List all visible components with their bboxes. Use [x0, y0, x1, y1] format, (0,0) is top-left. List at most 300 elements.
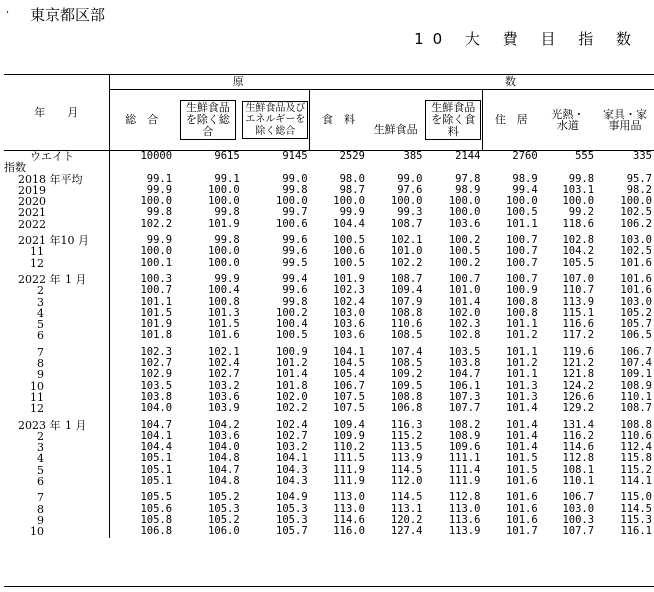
cell-fresh-food: 112.0 [390, 475, 423, 488]
cell-total-excl-fresh: 9615 [174, 151, 242, 163]
cell-total-excl-fresh-energy: 102.0 [276, 390, 308, 403]
row-month: 11 [30, 245, 44, 259]
cell-fuel-light-water: 99.2 [568, 206, 595, 219]
cell-total-excl-fresh-energy: 102.4 [276, 418, 308, 431]
cell-food-excl-fresh: 113.0 [448, 502, 481, 515]
cell-total-excl-fresh-energy: 101.8 [276, 379, 308, 392]
cell-fuel-light-water: 112.8 [562, 452, 595, 465]
cell-food: 109.9 [333, 429, 365, 442]
cell-fresh-food: 107.9 [390, 295, 423, 308]
cell-furniture-household: 109.1 [620, 368, 652, 381]
cell-total-excl-fresh-energy: 102.7 [276, 429, 308, 442]
cell-total: 101.8 [109, 330, 174, 341]
row-month: 9 [37, 513, 44, 527]
cell-food: 111.9 [333, 463, 365, 476]
table-row [4, 330, 654, 341]
cell-food: 99.9 [339, 206, 365, 219]
cell-housing: 100.7 [506, 272, 538, 285]
cell-furniture-household: 95.7 [626, 172, 652, 185]
row-month: 5 [37, 463, 44, 477]
cell-total: 102.9 [109, 369, 174, 380]
table-row [4, 381, 654, 392]
cell-food-excl-fresh: 97.8 [455, 172, 481, 185]
cell-housing: 101.4 [506, 402, 538, 415]
cell-fuel-light-water: 100.3 [562, 513, 595, 526]
cell-fresh-food: 101.0 [390, 245, 423, 258]
cell-furniture-household: 103.0 [620, 295, 652, 308]
cell-food-excl-fresh: 103.5 [448, 345, 481, 358]
cell-fuel-light-water: 126.6 [562, 390, 595, 403]
cell-total-excl-fresh: 99.8 [214, 206, 240, 219]
cell-fuel-light-water: 116.2 [562, 429, 595, 442]
table-row [4, 392, 654, 403]
cell-total-excl-fresh: 100.8 [208, 295, 240, 308]
col-header-label: 生鮮食品 [373, 123, 418, 137]
cell-furniture-household: 108.9 [620, 379, 652, 392]
cell-fuel-light-water: 107.0 [562, 272, 595, 285]
cell-total-excl-fresh-energy: 100.9 [276, 345, 308, 358]
cell-total-excl-fresh-energy: 104.1 [276, 452, 308, 465]
cell-total-excl-fresh: 100.0 [208, 195, 240, 208]
table-row [4, 465, 654, 476]
table-row [4, 492, 654, 503]
cell-food-excl-fresh: 108.9 [448, 429, 481, 442]
row-label [4, 453, 109, 464]
cell-total: 100.7 [109, 285, 174, 296]
cell-fresh-food: 114.5 [390, 491, 423, 504]
cell-furniture-household: 108.7 [620, 402, 652, 415]
row-label [4, 515, 109, 526]
cell-total: 106.8 [109, 526, 174, 537]
cell-total-excl-fresh: 104.0 [208, 441, 240, 454]
cell-total-excl-fresh-energy: 104.3 [276, 475, 308, 488]
row-month: 9 [37, 368, 44, 382]
cell-food-excl-fresh: 107.7 [448, 402, 481, 415]
cell-fuel-light-water: 131.4 [562, 418, 595, 431]
row-label [4, 235, 109, 246]
row-label [4, 492, 109, 503]
row-month: 12 [30, 402, 44, 416]
cell-fuel-light-water: 110.1 [562, 475, 595, 488]
cell-total-excl-fresh-energy: 105.3 [276, 502, 308, 515]
cell-food: 104.5 [333, 357, 365, 370]
cell-total-excl-fresh-energy: 105.3 [276, 513, 308, 526]
table-row [4, 285, 654, 296]
cell-fuel-light-water: 113.9 [562, 295, 595, 308]
cell-fresh-food: 108.7 [390, 272, 423, 285]
row-label [4, 246, 109, 257]
cell-food: 107.5 [333, 390, 365, 403]
corner-mark: ، [6, 6, 9, 16]
table-row [4, 246, 654, 257]
row-month: 5 [37, 318, 44, 332]
cell-fresh-food: 116.3 [390, 418, 423, 431]
col-header-total [109, 90, 174, 151]
bottom-rule [4, 586, 654, 587]
cell-housing: 100.7 [506, 245, 538, 258]
row-year: 2021 年 [18, 234, 61, 248]
cell-fuel-light-water: 104.2 [562, 245, 595, 258]
cell-furniture-household: 98.2 [626, 183, 652, 196]
cell-food: 107.5 [333, 402, 365, 415]
cell-fuel-light-water: 102.8 [562, 234, 595, 247]
cell-food-excl-fresh: 106.1 [448, 379, 481, 392]
col-header-label: 生鮮食品を除く総合 [180, 100, 236, 140]
cell-furniture-household: 100.0 [620, 195, 652, 208]
cell-total: 102.3 [109, 347, 174, 358]
cell-total: 105.6 [109, 504, 174, 515]
table-row [4, 369, 654, 380]
cell-total-excl-fresh: 103.9 [208, 402, 240, 415]
cell-total: 99.9 [109, 185, 174, 196]
cell-housing: 101.3 [506, 390, 538, 403]
table-row [4, 442, 654, 453]
cell-housing: 99.4 [512, 183, 538, 196]
cell-total-excl-fresh: 104.8 [208, 475, 240, 488]
cell-fresh-food: 385 [367, 151, 425, 163]
cell-total-excl-fresh-energy: 99.6 [282, 234, 308, 247]
cell-total-excl-fresh-energy: 101.2 [276, 357, 308, 370]
cell-total: 105.8 [109, 515, 174, 526]
cell-total: 99.1 [109, 174, 174, 185]
cell-food-excl-fresh: 111.9 [448, 475, 481, 488]
cell-food-excl-fresh: 104.7 [448, 368, 481, 381]
cell-total-excl-fresh-energy: 100.2 [276, 306, 308, 319]
cell-furniture-household: 335 [596, 151, 654, 163]
row-month: 11 [30, 390, 44, 404]
cell-total: 105.1 [109, 476, 174, 487]
cell-fresh-food: 108.8 [390, 306, 423, 319]
cell-food-excl-fresh: 100.2 [448, 234, 481, 247]
cell-fuel-light-water: 107.7 [562, 525, 595, 538]
row-month: 10 月 [60, 234, 89, 248]
cell-food: 104.4 [333, 217, 365, 230]
col-header-food-excl-fresh [424, 90, 482, 151]
cell-fuel-light-water: 121.2 [562, 357, 595, 370]
cell-fresh-food: 97.6 [397, 183, 423, 196]
table-row [4, 308, 654, 319]
col-header-label: 光熱・水道 [551, 107, 585, 132]
cell-total-excl-fresh: 103.2 [208, 379, 240, 392]
cell-food: 102.3 [333, 284, 365, 297]
cell-furniture-household: 115.0 [620, 491, 652, 504]
cell-total: 103.8 [109, 392, 174, 403]
cell-food-excl-fresh: 103.8 [448, 357, 481, 370]
cell-food: 98.0 [339, 172, 365, 185]
index-table [4, 74, 654, 538]
cell-fuel-light-water: 103.1 [562, 183, 595, 196]
cell-total-excl-fresh: 105.3 [208, 502, 240, 515]
col-header-fresh-food [367, 90, 425, 151]
cell-fresh-food: 99.0 [397, 172, 423, 185]
cell-total: 105.1 [109, 453, 174, 464]
cell-food-excl-fresh: 102.0 [448, 306, 481, 319]
row-label [4, 330, 109, 341]
cell-fresh-food: 109.2 [390, 368, 423, 381]
cell-food: 100.6 [333, 245, 365, 258]
cell-housing: 101.1 [506, 368, 538, 381]
cell-total-excl-fresh: 103.6 [208, 390, 240, 403]
cell-fresh-food: 99.3 [397, 206, 423, 219]
cell-fuel-light-water: 118.6 [562, 217, 595, 230]
cell-food: 110.2 [333, 441, 365, 454]
cell-food-excl-fresh: 103.6 [448, 217, 481, 230]
cell-total-excl-fresh-energy: 99.6 [282, 245, 308, 258]
row-year: 2023 年 [18, 418, 61, 432]
cell-total-excl-fresh-energy: 99.4 [282, 272, 308, 285]
row-month: 10 [30, 379, 44, 393]
cell-total: 105.5 [109, 492, 174, 503]
cell-total-excl-fresh: 100.0 [208, 256, 240, 269]
table-row [4, 297, 654, 308]
cell-fuel-light-water: 119.6 [562, 345, 595, 358]
cell-fuel-light-water: 99.8 [568, 172, 595, 185]
cell-total: 100.0 [109, 196, 174, 207]
cell-total-excl-fresh-energy: 99.0 [282, 172, 308, 185]
cell-housing: 101.3 [506, 379, 538, 392]
cell-fresh-food: 108.7 [390, 217, 423, 230]
group-header-1: 原 [109, 75, 367, 90]
cell-total-excl-fresh: 99.8 [214, 234, 240, 247]
cell-total-excl-fresh: 99.9 [214, 272, 240, 285]
cell-total: 104.4 [109, 442, 174, 453]
cell-furniture-household: 110.6 [620, 429, 652, 442]
row-month: 1 月 [65, 418, 87, 432]
cell-total: 104.1 [109, 431, 174, 442]
col-header-fuel-light-water [540, 90, 596, 151]
cell-fresh-food: 108.5 [390, 329, 423, 342]
row-label [4, 392, 109, 403]
cell-total-excl-fresh: 100.4 [208, 284, 240, 297]
table-row [4, 504, 654, 515]
table-row [4, 526, 654, 537]
cell-total: 101.9 [109, 319, 174, 330]
cell-total-excl-fresh-energy: 99.6 [282, 284, 308, 297]
table-row [4, 196, 654, 207]
cell-total-excl-fresh: 103.6 [208, 429, 240, 442]
cell-total-excl-fresh: 105.2 [208, 491, 240, 504]
cell-food: 111.9 [333, 475, 365, 488]
cell-housing: 101.2 [506, 329, 538, 342]
cell-food-excl-fresh: 113.6 [448, 513, 481, 526]
table-row [4, 207, 654, 218]
cell-housing: 101.1 [506, 217, 538, 230]
cell-fuel-light-water: 105.5 [562, 256, 595, 269]
cell-fresh-food: 114.5 [390, 463, 423, 476]
row-label [4, 465, 109, 476]
index-label: 指数 [4, 161, 26, 175]
cell-food: 113.0 [333, 491, 365, 504]
cell-fuel-light-water: 121.8 [562, 368, 595, 381]
cell-total-excl-fresh: 102.4 [208, 357, 240, 370]
row-label: ウエイト [4, 151, 109, 163]
row-label [4, 358, 109, 369]
cell-housing: 101.6 [506, 491, 538, 504]
row-year: 2018 年平均 [18, 172, 83, 186]
cell-food: 102.4 [333, 295, 365, 308]
cell-fresh-food: 106.8 [390, 402, 423, 415]
cell-food-excl-fresh: 100.5 [448, 245, 481, 258]
row-month: 2 [37, 284, 44, 298]
cell-furniture-household: 106.7 [620, 345, 652, 358]
cell-food-excl-fresh: 100.0 [448, 195, 481, 208]
cell-furniture-household: 101.6 [620, 256, 652, 269]
cell-food-excl-fresh: 107.3 [448, 390, 481, 403]
cell-food: 103.6 [333, 329, 365, 342]
cell-furniture-household: 107.4 [620, 357, 652, 370]
year-month-header: 年 月 [4, 75, 109, 151]
cell-total: 100.1 [109, 258, 174, 269]
cell-furniture-household: 116.1 [620, 525, 652, 538]
cell-food-excl-fresh: 108.2 [448, 418, 481, 431]
cell-fuel-light-water: 110.7 [562, 284, 595, 297]
row-label [4, 381, 109, 392]
cell-food: 114.6 [333, 513, 365, 526]
row-year: 2022 年 [18, 272, 61, 286]
cell-total: 99.8 [109, 207, 174, 218]
cell-food: 116.0 [333, 525, 365, 538]
cell-food-excl-fresh: 98.9 [455, 183, 481, 196]
cell-housing: 101.4 [506, 429, 538, 442]
cell-total-excl-fresh-energy: 9145 [242, 151, 310, 163]
cell-food-excl-fresh: 2144 [424, 151, 482, 163]
cell-furniture-household: 108.8 [620, 418, 652, 431]
row-label [4, 308, 109, 319]
cell-food: 104.1 [333, 345, 365, 358]
cell-furniture-household: 102.5 [620, 206, 652, 219]
cell-total: 102.2 [109, 219, 174, 230]
cell-fuel-light-water: 124.2 [562, 379, 595, 392]
cell-fuel-light-water: 115.1 [562, 306, 595, 319]
cell-total-excl-fresh: 102.1 [208, 345, 240, 358]
cell-total-excl-fresh-energy: 99.8 [282, 295, 308, 308]
cell-total-excl-fresh-energy: 100.4 [276, 318, 308, 331]
cell-total-excl-fresh-energy: 100.5 [276, 329, 308, 342]
cell-housing: 101.4 [506, 418, 538, 431]
row-month: 6 [37, 475, 44, 489]
cell-total-excl-fresh-energy: 99.5 [282, 256, 308, 269]
table-row [4, 235, 654, 246]
col-header-label: 家具・家事用品 [603, 107, 648, 132]
cell-total-excl-fresh-energy: 102.2 [276, 402, 308, 415]
cell-food-excl-fresh: 111.1 [448, 452, 481, 465]
cell-total-excl-fresh: 100.0 [208, 183, 240, 196]
cell-total-excl-fresh-energy: 105.7 [276, 525, 308, 538]
cell-furniture-household: 102.5 [620, 245, 652, 258]
cell-furniture-household: 114.5 [620, 502, 652, 515]
cell-total-excl-fresh-energy: 104.9 [276, 491, 308, 504]
row-label [4, 420, 109, 431]
cell-fuel-light-water: 106.7 [562, 491, 595, 504]
cell-fresh-food: 113.1 [390, 502, 423, 515]
cell-fresh-food: 120.2 [390, 513, 423, 526]
table-row [4, 403, 654, 414]
cell-housing: 100.8 [506, 295, 538, 308]
cell-fresh-food: 108.5 [390, 357, 423, 370]
cell-total-excl-fresh: 101.5 [208, 318, 240, 331]
row-label [4, 476, 109, 487]
table-row [4, 358, 654, 369]
cell-total: 103.5 [109, 381, 174, 392]
cell-total-excl-fresh: 102.7 [208, 368, 240, 381]
row-label [4, 504, 109, 515]
cell-food: 101.9 [333, 272, 365, 285]
row-label [4, 431, 109, 442]
cell-housing: 101.6 [506, 502, 538, 515]
cell-housing: 101.7 [506, 525, 538, 538]
table-row [4, 219, 654, 230]
cell-food: 111.5 [333, 452, 365, 465]
cell-food-excl-fresh: 100.0 [448, 206, 481, 219]
row-month: 6 [37, 329, 44, 343]
cell-fresh-food: 108.8 [390, 390, 423, 403]
cell-food: 109.4 [333, 418, 365, 431]
cell-fresh-food: 113.9 [390, 452, 423, 465]
cell-housing: 2760 [482, 151, 539, 163]
row-month: 7 [37, 345, 44, 359]
cell-total: 100.0 [109, 246, 174, 257]
col-header-label: 住 居 [494, 113, 528, 127]
cell-food-excl-fresh: 101.0 [448, 284, 481, 297]
table-row [4, 347, 654, 358]
cell-total-excl-fresh-energy: 99.8 [282, 183, 308, 196]
cell-furniture-household: 114.1 [620, 475, 652, 488]
table-row [4, 515, 654, 526]
row-label [4, 258, 109, 269]
row-month: 2 [37, 429, 44, 443]
cell-total-excl-fresh-energy: 104.3 [276, 463, 308, 476]
cell-total-excl-fresh: 104.2 [208, 418, 240, 431]
row-label [4, 297, 109, 308]
cell-fuel-light-water: 103.0 [562, 502, 595, 515]
cell-fuel-light-water: 108.1 [562, 463, 595, 476]
row-month: 4 [37, 452, 44, 466]
cell-total: 104.0 [109, 403, 174, 414]
cell-furniture-household: 101.6 [620, 284, 652, 297]
table-row [4, 258, 654, 269]
cell-total: 102.7 [109, 358, 174, 369]
cell-fresh-food: 109.4 [390, 284, 423, 297]
cell-total-excl-fresh: 104.8 [208, 452, 240, 465]
row-year: 2019 [18, 183, 46, 197]
cell-housing: 100.5 [506, 206, 538, 219]
cell-fresh-food: 100.0 [390, 195, 423, 208]
group-header-2: 数 [367, 75, 654, 90]
cell-total-excl-fresh-energy: 100.0 [276, 195, 308, 208]
cell-fresh-food: 107.4 [390, 345, 423, 358]
cell-food-excl-fresh: 109.6 [448, 441, 481, 454]
cell-food: 103.0 [333, 306, 365, 319]
row-month: 7 [37, 491, 44, 505]
cell-housing: 100.8 [506, 306, 538, 319]
cell-fresh-food: 110.6 [390, 318, 423, 331]
row-label [4, 369, 109, 380]
cell-food-excl-fresh: 102.3 [448, 318, 481, 331]
table-row [4, 476, 654, 487]
row-year: 2021 [18, 206, 46, 220]
cell-fuel-light-water: 555 [540, 151, 596, 163]
cell-total: 104.7 [109, 420, 174, 431]
cell-total-excl-fresh: 99.1 [214, 172, 240, 185]
cell-total-excl-fresh: 101.6 [208, 329, 240, 342]
row-month: 3 [37, 295, 44, 309]
cell-housing: 100.7 [506, 234, 538, 247]
table-row [4, 174, 654, 185]
cell-total-excl-fresh: 104.7 [208, 463, 240, 476]
cell-food: 105.4 [333, 368, 365, 381]
cell-housing: 98.9 [512, 172, 538, 185]
col-header-label: 生鮮食品及びエネルギーを除く総合 [242, 101, 308, 140]
